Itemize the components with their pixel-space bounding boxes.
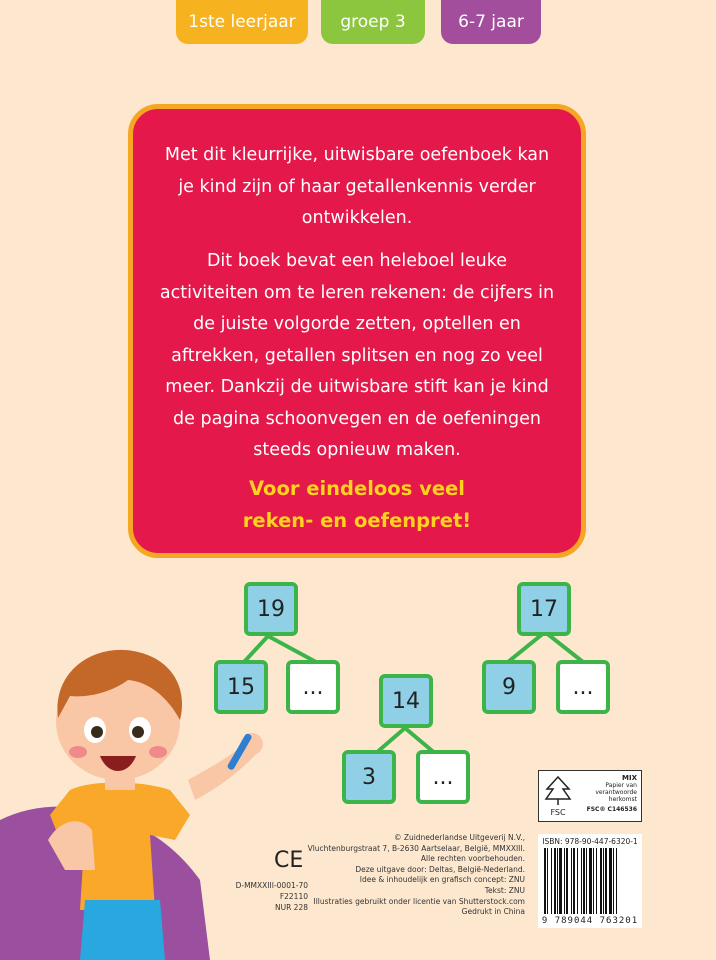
tab-groep-label: groep 3	[340, 12, 406, 32]
ce-mark-icon: CE	[274, 848, 304, 873]
tree-1-top-box	[244, 582, 298, 636]
fsc-text	[577, 775, 637, 813]
colophon-line: Gedrukt in China	[461, 907, 525, 917]
barcode-bar	[596, 848, 597, 914]
isbn-text: ISBN: 978-90-447-6320-1	[542, 837, 638, 846]
colophon-line: Tekst: ZNU	[484, 885, 525, 895]
fsc-description: Papier van verantwoorde herkomst	[595, 782, 637, 803]
barcode-bar	[583, 848, 585, 914]
legal-code-nur: NUR 228	[274, 903, 308, 912]
tree-3-top-value: 17	[530, 596, 558, 622]
tree-1-top-value: 19	[257, 596, 285, 622]
barcode-bar	[554, 848, 556, 914]
tree-3-top-box	[517, 582, 571, 636]
barcode-bar	[571, 848, 572, 914]
barcode-bar	[609, 848, 612, 914]
barcode-bar	[600, 848, 602, 914]
tree-2-top-box	[379, 674, 433, 728]
barcode-bar	[613, 848, 614, 914]
tab-leeftijd-label: 6-7 jaar	[458, 12, 524, 32]
tree-1-left-value: 15	[227, 674, 255, 700]
activities-paragraph: Dit boek bevat een heleboel leuke activiteiten om te leren rekenen: de cijfers in de juiste volgorde zetten, optellen en aftrekken, getallen splitsen en nog zo veel meer. Dankzij de uitwisbare stift kan je kind de pagina schoonvegen en de oefeningen steeds opnieuw maken.	[159, 251, 555, 460]
barcode-bar	[551, 848, 552, 914]
colophon-line: Idee & inhoudelijk en grafisch concept: ZNU	[359, 875, 525, 885]
colophon-line: Deze uitgave door: Deltas, België-Nederland.	[355, 864, 525, 874]
barcode-bar	[566, 848, 568, 914]
colophon-line: Illustraties gebruikt onder licentie van Shutterstock.com	[313, 896, 525, 906]
tree-2-left-value: 3	[362, 764, 376, 790]
colophon-line: © Zuidnederlandse Uitgeverij N.V.,	[393, 833, 525, 842]
barcode	[538, 834, 642, 928]
tree-3-right-box[interactable]	[556, 660, 610, 714]
barcode-icon	[544, 848, 636, 916]
fsc-logo-text: FSC	[550, 808, 566, 817]
tree-2-right-value: ...	[432, 764, 454, 790]
tree-2-left-box	[342, 750, 396, 804]
barcode-bar	[589, 848, 592, 914]
slogan-line-2: reken- en oefenpret!	[242, 509, 472, 532]
barcode-bar	[557, 848, 558, 914]
tree-3-left-box	[482, 660, 536, 714]
barcode-bar	[586, 848, 587, 914]
legal-code-f: F22110	[279, 892, 308, 901]
barcode-bar	[581, 848, 582, 914]
tree-2-right-box[interactable]	[416, 750, 470, 804]
tree-1-right-box[interactable]	[286, 660, 340, 714]
tree-3-right-value: ...	[572, 674, 594, 700]
barcode-bar	[559, 848, 562, 914]
barcode-bar	[564, 848, 565, 914]
colophon-line: Alle rechten voorbehouden.	[420, 854, 525, 864]
tree-2-top-value: 14	[392, 688, 420, 714]
ean-digits: 9 789044 763201	[541, 916, 639, 926]
legal-codes	[220, 880, 308, 913]
fsc-code: FSC® C146536	[586, 806, 637, 813]
fsc-tree-icon	[543, 775, 573, 817]
fsc-mix: MIX	[622, 774, 637, 782]
fsc-label	[538, 770, 642, 822]
tree-3-left-value: 9	[502, 674, 516, 700]
barcode-bar	[544, 848, 546, 914]
slogan-line-1: Voor eindeloos veel	[249, 477, 465, 500]
barcode-bar	[593, 848, 594, 914]
colophon-line: Vluchtenburgstraat 7, B-2630 Aartselaar, België, MMXXIII.	[307, 843, 525, 853]
barcode-bar	[603, 848, 604, 914]
legal-code-depot: D-MMXXIII-0001-70	[235, 881, 308, 890]
barcode-bar	[547, 848, 548, 914]
barcode-bar	[573, 848, 575, 914]
tree-1-right-value: ...	[302, 674, 324, 700]
barcode-bar	[616, 848, 617, 914]
barcode-bar	[577, 848, 578, 914]
tree-3-lines	[508, 632, 583, 662]
intro-paragraph: Met dit kleurrijke, uitwisbare oefenboek kan je kind zijn of haar getallenkennis verder ontwikkelen.	[164, 145, 550, 228]
barcode-bar	[605, 848, 607, 914]
tab-leerjaar-label: 1ste leerjaar	[188, 12, 296, 32]
colophon	[305, 833, 525, 918]
